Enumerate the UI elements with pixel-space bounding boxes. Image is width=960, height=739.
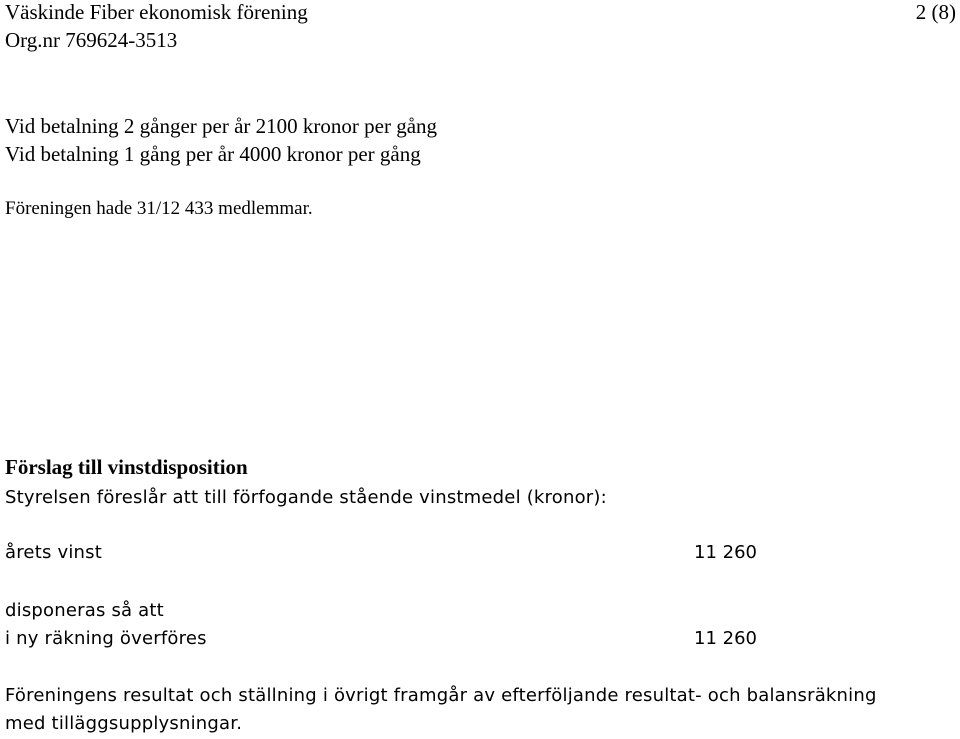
- carried-forward-value: 11 260: [694, 628, 757, 649]
- payment-line-2: Vid betalning 1 gång per år 4000 kronor per gång: [5, 142, 421, 166]
- payment-line-1: Vid betalning 2 gånger per år 2100 kronor per gång: [5, 114, 438, 138]
- closing-line-2: med tilläggsupplysningar.: [5, 713, 243, 734]
- closing-line-1: Föreningens resultat och ställning i övrigt framgår av efterföljande resultat- och balansräkning: [5, 685, 877, 706]
- carried-forward-label: i ny räkning överföres: [5, 628, 207, 649]
- profit-label: årets vinst: [5, 542, 102, 563]
- section-heading: Förslag till vinstdisposition: [5, 455, 248, 479]
- profit-value: 11 260: [694, 542, 757, 563]
- member-count: Föreningen hade 31/12 433 medlemmar.: [5, 198, 313, 219]
- org-number: Org.nr 769624-3513: [5, 28, 178, 52]
- disposed-label: disponeras så att: [5, 600, 164, 621]
- org-name: Väskinde Fiber ekonomisk förening: [5, 0, 308, 24]
- page-number: 2 (8): [915, 0, 956, 24]
- proposal-intro: Styrelsen föreslår att till förfogande stående vinstmedel (kronor):: [5, 487, 607, 508]
